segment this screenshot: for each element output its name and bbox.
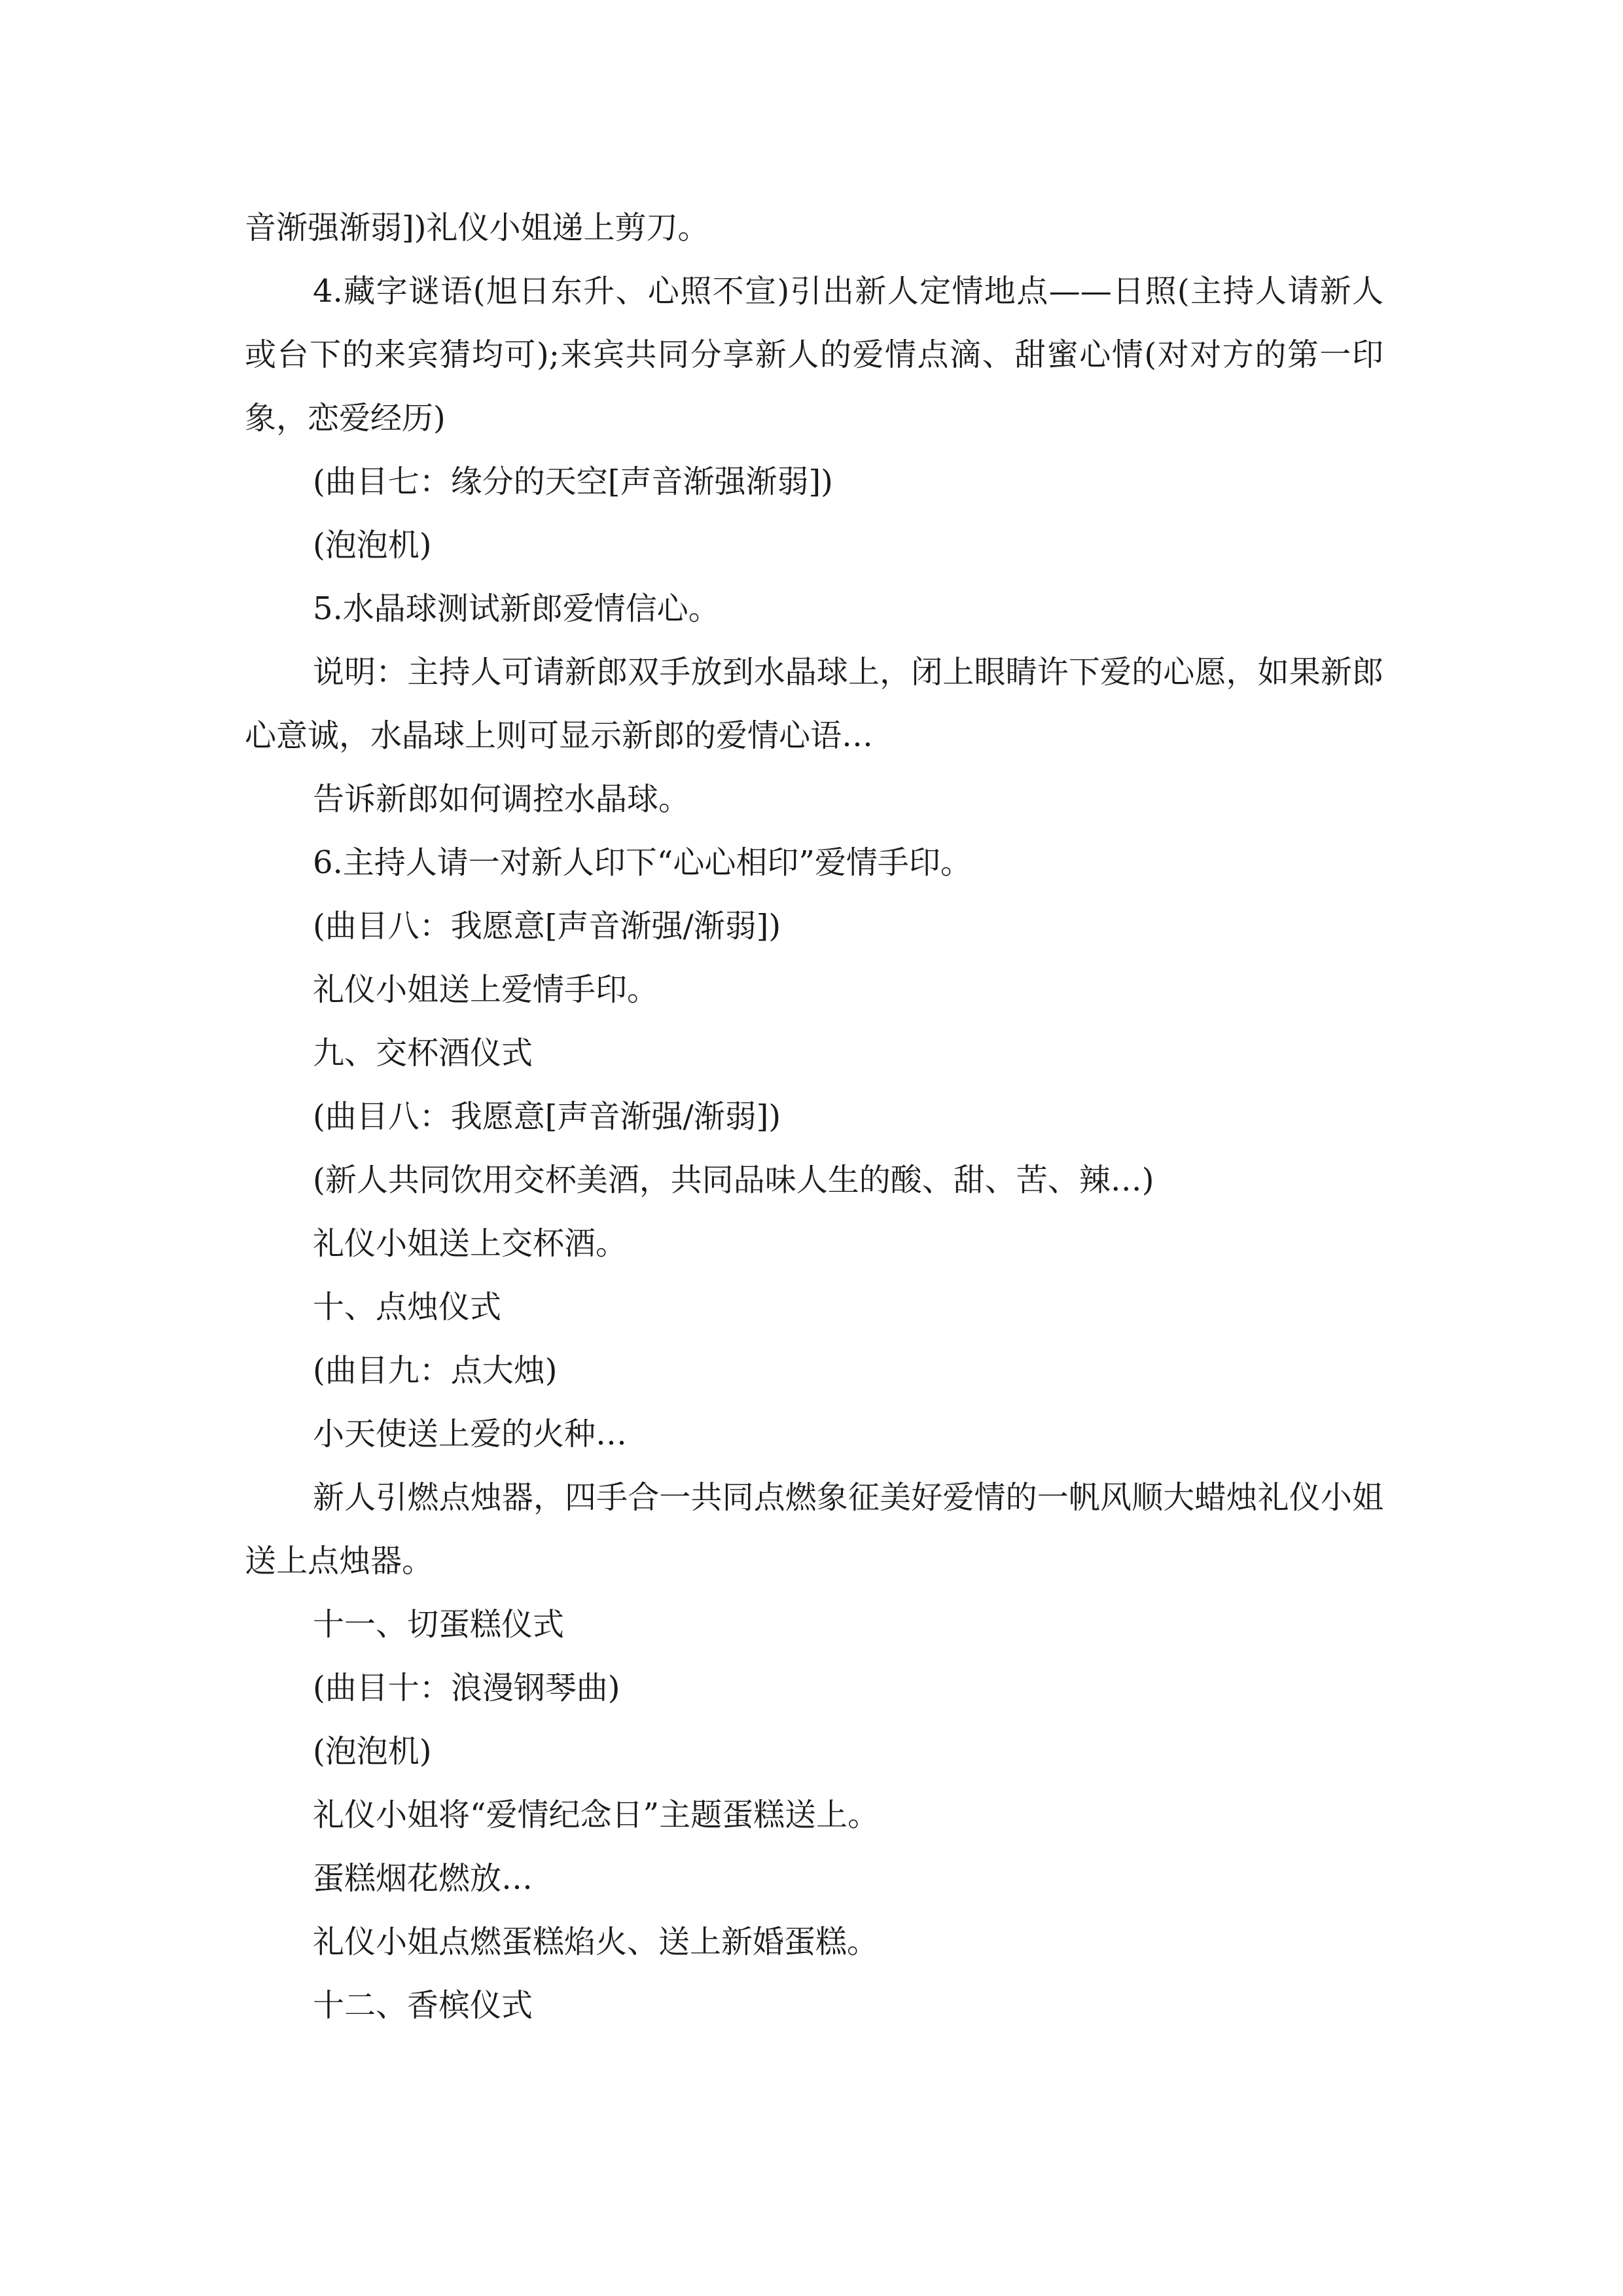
paragraph: 小天使送上爱的火种… [313,1416,628,1452]
paragraph: (泡泡机) [313,527,432,564]
paragraph: 蛋糕烟花燃放… [313,1860,533,1897]
paragraph: (泡泡机) [313,1733,432,1770]
section-heading: 九、交杯酒仪式 [313,1035,533,1071]
paragraph: (曲目八：我愿意[声音渐强/渐弱]) [313,1098,781,1135]
paragraph: 新人引燃点烛器，四手合一共同点燃象征美好爱情的一帆风顺大蜡烛礼仪小姐送上点烛器。 [245,1479,1383,1579]
paragraph: 说明：主持人可请新郎双手放到水晶球上，闭上眼睛许下爱的心愿，如果新郎心意诚，水晶球上则可显示新郎的爱情心语… [245,654,1383,754]
paragraph: (曲目十：浪漫钢琴曲) [313,1670,620,1706]
paragraph: 礼仪小姐送上交杯酒。 [313,1225,628,1262]
paragraph: (曲目八：我愿意[声音渐强/渐弱]) [313,908,781,944]
paragraph: 告诉新郎如何调控水晶球。 [313,781,690,817]
paragraph: 礼仪小姐点燃蛋糕焰火、送上新婚蛋糕。 [313,1924,879,1960]
paragraph: (曲目七：缘分的天空[声音渐强渐弱]) [313,463,833,500]
document-body [245,196,1383,2037]
section-heading: 十一、切蛋糕仪式 [313,1606,565,1643]
section-heading: 十、点烛仪式 [313,1289,502,1325]
paragraph: 4.藏字谜语(旭日东升、心照不宣)引出新人定情地点——日照(主持人请新人或台下的来宾猜均可);来宾共同分享新人的爱情点滴、甜蜜心情(对对方的第一印象，恋爱经历) [245,273,1383,437]
paragraph: 6.主持人请一对新人印下“心心相印”爱情手印。 [313,844,972,881]
paragraph: (曲目九：点大烛) [313,1352,558,1389]
paragraph: 礼仪小姐将“爱情纪念日”主题蛋糕送上。 [313,1797,880,1833]
paragraph: 5.水晶球测试新郎爱情信心。 [313,590,720,627]
paragraph: 礼仪小姐送上爱情手印。 [313,971,659,1008]
paragraph: (新人共同饮用交杯美酒，共同品味人生的酸、甜、苦、辣…) [313,1162,1154,1198]
paragraph: 音渐强渐弱])礼仪小姐递上剪刀。 [245,209,709,246]
section-heading: 十二、香槟仪式 [313,1987,533,2024]
